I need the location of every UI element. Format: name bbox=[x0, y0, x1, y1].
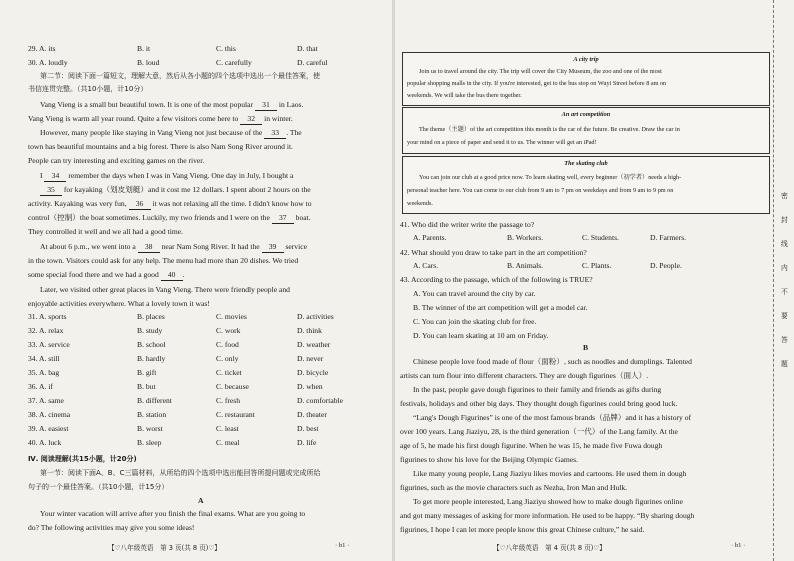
passage-line: At about 6 p.m., we went into a 38 near Nam Song River. It had the 39 service bbox=[40, 242, 307, 251]
box-title: An art competition bbox=[561, 111, 611, 118]
passage-line: 35 for kayaking（划皮划艇）and it cost me 12 dollars. I spent about 2 hours on the bbox=[40, 184, 311, 196]
option-34-c: C. only bbox=[216, 354, 239, 363]
option-42-d: D. People. bbox=[650, 261, 682, 270]
box-text: your mind on a piece of paper and send it to us. The winner will get an iPad! bbox=[407, 139, 597, 146]
option-29-c: C. this bbox=[216, 44, 236, 53]
blank-34: 34 bbox=[44, 170, 66, 182]
option-31-b: B. places bbox=[137, 312, 165, 321]
option-30-a: 30. A. loudly bbox=[28, 58, 68, 67]
binding-char: 要 bbox=[781, 312, 788, 320]
option-29-d: D. that bbox=[297, 44, 318, 53]
option-42-a: A. Cars. bbox=[413, 261, 439, 270]
page-footer: 【♡八年级英语 第 3 页(共 8 页)♡】 bbox=[108, 544, 221, 552]
blank-35: 35 bbox=[40, 184, 62, 196]
box-text: You can join our club at a good price now. To learn skating well, every beginner（初学者）needs a high- bbox=[419, 174, 682, 181]
option-31-a: 31. A. sports bbox=[28, 312, 67, 321]
passage-line: figurines, such as the movie characters such as Nezha, Iron Man and Hulk. bbox=[400, 483, 628, 492]
passage-line: enjoyable activities everywhere. What a lovely town it was! bbox=[28, 299, 210, 308]
passage-line: Chinese people love food made of flour（面粉）, such as noodles and dumplings. Talented bbox=[413, 357, 692, 366]
page-divider bbox=[392, 0, 395, 561]
binding-char: 密 bbox=[781, 192, 788, 200]
option-36-d: D. when bbox=[297, 382, 323, 391]
box-text: popular shopping malls in the city. If you're interested, get to the bus stop on Wuyi Street before 8 am on bbox=[407, 80, 667, 87]
blank-33: 33 bbox=[264, 127, 286, 139]
passage-line: in the town. Visitors could ask for any help. The menu had more than 20 dishes. We tried bbox=[28, 256, 299, 265]
passage-line: Vang Vieng is warm all year round. Quite a few visitors come here to 32 in winter. bbox=[28, 114, 293, 123]
binding-margin bbox=[773, 0, 794, 561]
binding-char: 答 bbox=[781, 336, 788, 344]
binding-char: 题 bbox=[781, 360, 788, 368]
option-42-b: B. Animals. bbox=[507, 261, 544, 270]
option-37-a: 37. A. same bbox=[28, 396, 64, 405]
passage-line: They controlled it well and we all had a good time. bbox=[28, 227, 183, 236]
option-41-b: B. Workers. bbox=[507, 233, 544, 242]
left-page bbox=[0, 0, 392, 561]
option-40-c: C. meal bbox=[216, 438, 240, 447]
binding-char: 线 bbox=[781, 240, 788, 248]
passage-line: Like many young people, Lang Jiaziyu likes movies and cartoons. He used them in dough bbox=[413, 469, 687, 478]
option-43-d: D. You can learn skating at 10 am on Friday. bbox=[413, 331, 549, 340]
passage-line: do? The following activities may give you some ideas! bbox=[28, 523, 195, 532]
footer-code: · b1 · bbox=[335, 542, 350, 549]
section-4-instruction: 第一节：阅读下面A、B、C三篇材料，从所给的四个选项中选出能回答所提问题或完成所给 bbox=[40, 469, 321, 477]
option-38-c: C. restaurant bbox=[216, 410, 255, 419]
passage-line: However, many people like staying in Vang Vieng not just because of the 33 . The bbox=[40, 128, 302, 137]
option-32-b: B. study bbox=[137, 326, 163, 335]
page-footer: 【♡八年级英语 第 4 页(共 8 页)♡】 bbox=[493, 544, 606, 552]
blank-36: 36 bbox=[129, 198, 151, 210]
option-35-c: C. ticket bbox=[216, 368, 242, 377]
option-33-c: C. food bbox=[216, 340, 239, 349]
passage-line: To get more people interested, Lang Jiaziyu showed how to make dough figurines online bbox=[413, 497, 683, 506]
binding-char: 封 bbox=[781, 216, 788, 224]
option-35-b: B. gift bbox=[137, 368, 157, 377]
section-2-instruction: 第二节：阅读下面一篇短文，理解大意，然后从各小题的四个选项中选出一个最佳答案，使 bbox=[40, 72, 320, 80]
blank-39: 39 bbox=[262, 241, 284, 253]
option-39-d: D. best bbox=[297, 424, 319, 433]
question-41: 41. Who did the writer write the passage to? bbox=[400, 220, 535, 229]
option-40-d: D. life bbox=[297, 438, 317, 447]
option-32-a: 32. A. relax bbox=[28, 326, 64, 335]
passage-line: and got many messages of asking for more information. He used to be happy. “By sharing dough bbox=[400, 511, 695, 520]
option-37-b: B. different bbox=[137, 396, 172, 405]
right-page bbox=[397, 0, 773, 561]
blank-38: 38 bbox=[138, 241, 160, 253]
passage-line: artists can turn flour into different characters. They are dough figurines（面人）. bbox=[400, 371, 649, 380]
section-4-heading: Ⅳ. 阅读理解(共15小题，计20分) bbox=[28, 455, 137, 463]
option-40-a: 40. A. luck bbox=[28, 438, 62, 447]
passage-line: age of 5, he made his first dough figurine. When he was 15, he made five Fuwa dough bbox=[400, 441, 663, 450]
passage-line: some special food there and we had a good 40 . bbox=[28, 270, 185, 279]
box-text: personal teacher here. You can come to our club from 9 am to 7 pm on weekdays and from 9 am to 9 pm on bbox=[407, 187, 674, 194]
option-35-d: D. bicycle bbox=[297, 368, 329, 377]
passage-a-label: A bbox=[198, 496, 204, 505]
option-43-b: B. The winner of the art competition will get a model car. bbox=[413, 303, 588, 312]
option-37-c: C. fresh bbox=[216, 396, 241, 405]
option-43-a: A. You can travel around the city by car. bbox=[413, 289, 536, 298]
footer-code: · b1 · bbox=[731, 542, 746, 549]
option-30-d: D. careful bbox=[297, 58, 328, 67]
passage-line: I 34 remember the days when I was in Vang Vieng. One day in July, I bought a bbox=[40, 171, 294, 180]
option-36-b: B. but bbox=[137, 382, 156, 391]
passage-line: Later, we visited other great places in Vang Vieng. There were friendly people and bbox=[40, 285, 290, 294]
option-34-a: 34. A. still bbox=[28, 354, 60, 363]
option-33-d: D. weather bbox=[297, 340, 331, 349]
option-36-c: C. because bbox=[216, 382, 249, 391]
option-41-c: C. Students. bbox=[582, 233, 619, 242]
option-31-d: D. activities bbox=[297, 312, 334, 321]
passage-line: town has beautiful mountains and a big forest. There is also Nam Song River around it. bbox=[28, 142, 293, 151]
blank-37: 37 bbox=[272, 212, 294, 224]
passage-line: figurines to show his love for the Beijing Olympic Games. bbox=[400, 455, 579, 464]
option-41-d: D. Farmers. bbox=[650, 233, 687, 242]
passage-b-label: B bbox=[583, 343, 589, 352]
option-32-c: C. work bbox=[216, 326, 241, 335]
option-42-c: C. Plants. bbox=[582, 261, 612, 270]
ad-box-art-competition bbox=[402, 107, 770, 154]
option-35-a: 35. A. bag bbox=[28, 368, 60, 377]
option-31-c: C. movies bbox=[216, 312, 247, 321]
box-title: The skating club bbox=[564, 160, 608, 167]
option-38-a: 38. A. cinema bbox=[28, 410, 71, 419]
option-30-c: C. carefully bbox=[216, 58, 252, 67]
option-37-d: D. comfortable bbox=[297, 396, 343, 405]
option-34-d: D. never bbox=[297, 354, 324, 363]
passage-line: People can try interesting and exciting games on the river. bbox=[28, 156, 205, 165]
option-36-a: 36. A. if bbox=[28, 382, 53, 391]
section-4-instruction-cont: 句子的一个最佳答案。（共10小题，计15分） bbox=[28, 483, 169, 491]
option-29-b: B. it bbox=[137, 44, 151, 53]
blank-40: 40 bbox=[161, 269, 183, 281]
blank-32: 32 bbox=[240, 113, 262, 125]
passage-line: “Lang's Dough Figurines” is one of the most famous brands（品牌）and it has a history of bbox=[413, 413, 692, 422]
passage-line: festivals, holidays and other big days. They thought dough figurines could bring good luck. bbox=[400, 399, 678, 408]
box-text: Join us to travel around the city. The trip will cover the City Museum, the zoo and one of the most bbox=[419, 68, 662, 75]
option-39-a: 39. A. easiest bbox=[28, 424, 69, 433]
option-32-d: D. think bbox=[297, 326, 322, 335]
binding-char: 不 bbox=[781, 288, 788, 296]
option-39-b: B. worst bbox=[137, 424, 163, 433]
option-41-a: A. Parents. bbox=[413, 233, 447, 242]
passage-line: figurines, I hope I can let more people know this great Chinese culture,” he said. bbox=[400, 525, 645, 534]
passage-line: control（控制）the boat sometimes. Luckily, my two friends and I were on the 37 boat. bbox=[28, 213, 311, 222]
option-30-b: B. loud bbox=[137, 58, 160, 67]
option-39-c: C. least bbox=[216, 424, 239, 433]
box-text: weekends. We will take the bus there together. bbox=[407, 92, 522, 99]
passage-line: over 100 years. Lang Jiaziyu, 28, is the third generation（一代）of the Lang family. At the bbox=[400, 427, 678, 436]
option-29-a: 29. A. its bbox=[28, 44, 56, 53]
option-38-b: B. station bbox=[137, 410, 167, 419]
ad-box-city-trip bbox=[402, 52, 770, 106]
option-33-a: 33. A. service bbox=[28, 340, 70, 349]
option-38-d: D. theater bbox=[297, 410, 327, 419]
box-text: weekends. bbox=[407, 200, 433, 207]
option-43-c: C. You can join the skating club for free. bbox=[413, 317, 537, 326]
box-text: The theme（主题）of the art competition this month is the car of the future. Be creative. Draw the car in bbox=[419, 126, 680, 133]
binding-char: 内 bbox=[781, 264, 788, 272]
box-title: A city trip bbox=[573, 56, 599, 63]
option-33-b: B. school bbox=[137, 340, 166, 349]
passage-line: activity. Kayaking was very fun, 36 it was not relaxing all the time. I didn't know how to bbox=[28, 199, 312, 208]
passage-line: Vang Vieng is a small but beautiful town. It is one of the most popular 31 in Laos. bbox=[40, 100, 304, 109]
passage-line: Your winter vacation will arrive after you finish the final exams. What are you going to bbox=[40, 509, 306, 518]
blank-31: 31 bbox=[255, 99, 277, 111]
question-42: 42. What should you draw to take part in the art competition? bbox=[400, 248, 587, 257]
passage-line: In the past, people gave dough figurines to their family and friends as gifts during bbox=[413, 385, 662, 394]
option-34-b: B. hardly bbox=[137, 354, 166, 363]
option-40-b: B. sleep bbox=[137, 438, 162, 447]
ad-box-skating-club bbox=[402, 156, 770, 214]
section-2-instruction-cont: 书信连贯完整。（共10小题，计10分） bbox=[28, 85, 148, 93]
question-43: 43. According to the passage, which of the following is TRUE? bbox=[400, 275, 593, 284]
